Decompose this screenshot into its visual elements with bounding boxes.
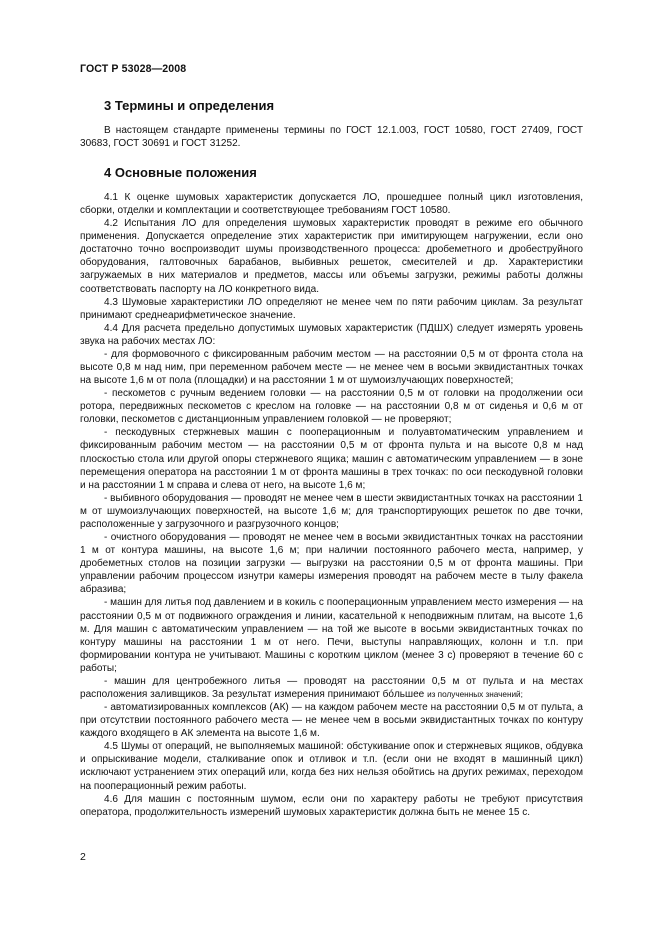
list-item: - для формовочного с фиксированным рабочим местом — на расстоянии 0,5 м от фронта стола на высоте 0,8 м над ним, при переменном рабочем месте — не менее чем в восьми эквидистантных точках на высоте 1,6 м от пола (площадки) и на расстоянии 1 м от шумоизлучающих поверхностей; [80,348,583,387]
paragraph-4-5: 4.5 Шумы от операций, не выполняемых машиной: обстукивание опок и стержневых ящиков, обдувка и опрыскивание модели, сталкивание опок и отливок и т.п. (если они не входят в машинный цикл) исключают устранением этих операций или, когда без них нельзя обойтись на других режимах, переходом на пооперационный режим работы. [80,741,583,792]
section-4-title: 4 Основные положения [104,165,257,180]
list-item: - выбивного оборудования — проводят не менее чем в шести эквидистантных точках на расстоянии 1 м от шумоизлучающих поверхностей, на высоте 1,6 м; для транспортирующих решеток по две точки, расположенные у загрузочного и разгрузочного концов; [80,492,583,530]
paragraph-4-4: 4.4 Для расчета предельно допустимых шумовых характеристик (ПДШХ) следует измерять уровень звука на рабочих местах ЛО: [80,322,583,347]
paragraph-4-3: 4.3 Шумовые характеристики ЛО определяют не менее чем по пяти рабочим циклам. За результат принимают среднеарифметическое значение. [80,296,583,321]
paragraph-4-2: 4.2 Испытания ЛО для определения шумовых характеристик проводят в режиме его обычного применения. Допускается определение этих характеристик при имитирующем нагружении, если оно достаточно точно воспроизводит шумы производственного процесса: дробеметного и дробеструйного оборудования, галтовочных барабанов, выбивных решеток, смесителей и др. Характеристики загружаемых в них материалов и предметов, массы или объемы загрузки, режимы работы должны соответствовать паспорту на ЛО конкретного вида. [80,218,583,295]
section-4-body [80,191,583,819]
document-header: ГОСТ Р 53028—2008 [80,63,187,75]
list-item: - очистного оборудования — проводят не менее чем в восьми эквидистантных точках на расстоянии 1 м от контура машины, на высоте 1,6 м; при наличии постоянного рабочего места, например, у дробеметных столов на позиции загрузки — выгрузки на расстоянии 0,5 м от фронта машины. При управлении рабочим процессом изнутри камеры измерения проводят на рабочем месте в тылу факела абразива; [80,532,583,596]
page-number: 2 [80,851,86,863]
list-item: - машин для литья под давлением и в кокиль с пооперационным управлением место измерения — на расстоянии 0,5 м от подвижного ограждения и линии, касательной к неподвижным плитам, на высоте 1,6 м. Для машин с автоматическим управлением — на той же высоте в восьми эквидистантных точках по контуру машины на расстоянии 1 м от него. Печи, выступы направляющих, колонн и т.п. при формировании контура не учитывают. Машины с коротким циклом (менее 3 с) проверяют в течение 60 с работы; [80,597,583,674]
list-item: - автоматизированных комплексов (АК) — на каждом рабочем месте на расстоянии 0,5 м от пульта, а при отсутствии постоянного рабочего места — не менее чем в восьми эквидистантных точках по контуру каждого входящего в АК элемента на высоте 1,6 м. [80,702,583,740]
section-3-body [80,124,583,150]
section-3-title: 3 Термины и определения [104,98,275,113]
list-item [80,675,583,701]
list-item-small-text: из полученных значений; [427,689,523,699]
paragraph-4-6: 4.6 Для машин с постоянным шумом, если они по характеру работы не требуют присутствия оператора, продолжительность измерений шумовых характеристик должна быть не менее 15 с. [80,793,583,818]
list-item: - пескодувных стержневых машин с пооперационным и полуавтоматическим управлением и фиксированным рабочим местом — на расстоянии 0,5 м от фронта пульта и на высоте 0,8 м над плоскостью стола или другой опоры стержневого ящика; машин с автоматическим управлением — в зоне перемещения оператора на расстоянии 1 м от фронта машины в трех точках: по оси пескодувной головки и на расстоянии 1 м справа и слева от него, на высоте 1,6 м; [80,427,583,491]
list-item-text: - машин для центробежного литья — проводят на расстоянии 0,5 м от пульта и на местах расположения заливщиков. За результат измерения принимают бóльшее [80,675,583,700]
paragraph: В настоящем стандарте применены термины по ГОСТ 12.1.003, ГОСТ 10580, ГОСТ 27409, ГОСТ 30683, ГОСТ 30691 и ГОСТ 31252. [80,125,583,150]
list-item: - пескометов с ручным ведением головки — на расстоянии 0,5 м от головки на продолжении оси ротора, передвижных пескометов с креслом на головке — на расстоянии 0,8 м от сиденья и 0,6 м от головки, пескометов с дистанционным управлением головкой — не проверяют; [80,388,583,426]
paragraph-4-1: 4.1 К оценке шумовых характеристик допускается ЛО, прошедшее полный цикл изготовления, сборки, отделки и комплектации и соответствующее требованиям ГОСТ 10580. [80,192,583,217]
